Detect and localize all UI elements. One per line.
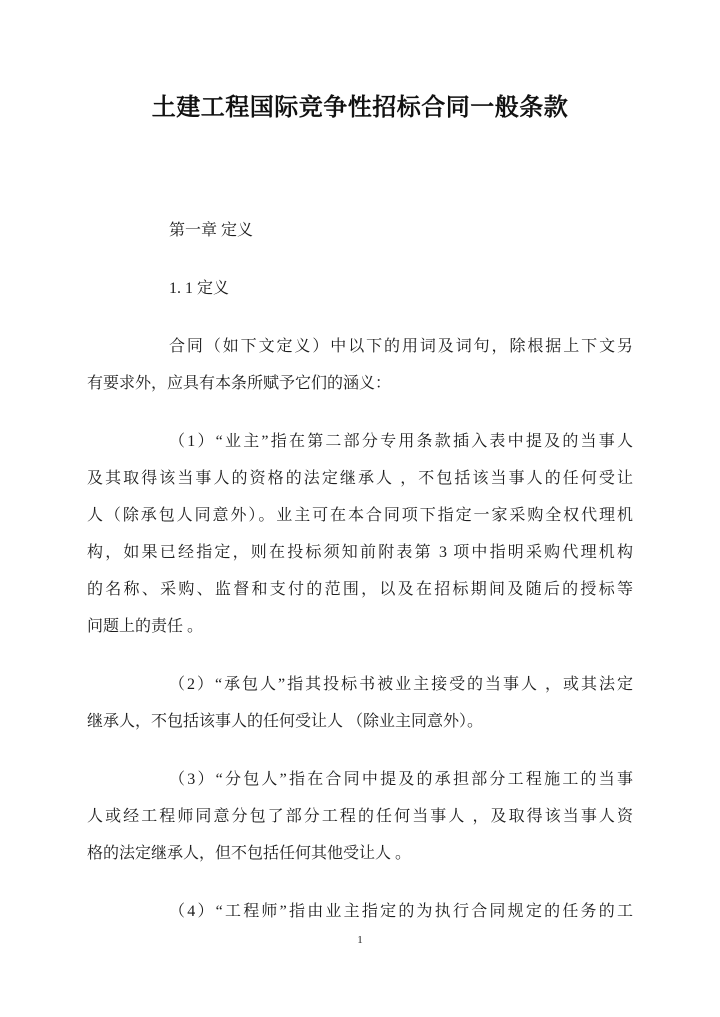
paragraph-definition-subcontractor [87, 761, 633, 872]
paragraph-intro [87, 328, 633, 402]
paragraph-line: 问题上的责任 。 [87, 618, 204, 635]
page-number: 1 [357, 934, 363, 946]
paragraph-line: 有要求外，应具有本条所赋予它们的涵义： [87, 375, 392, 392]
clause-heading: 1. 1 定义 [169, 280, 230, 297]
paragraph-definition-owner [87, 423, 633, 645]
document-body [87, 212, 633, 948]
paragraph-line: 合同（如下文定义）中以下的用词及词句，除根据上下文另 [169, 338, 633, 355]
paragraph-line: 人或经工程师同意分包了部分工程的任何当事人 ，及取得该当事人资 [87, 808, 633, 825]
document-title: 土建工程国际竞争性招标合同一般条款 [151, 94, 569, 121]
paragraph-line: （3）“分包人”指在合同中提及的承担部分工程施工的当事 [169, 771, 633, 788]
paragraph-line: （2）“承包人”指其投标书被业主接受的当事人 ，或其法定 [169, 676, 633, 693]
paragraph-definition-engineer [87, 893, 633, 930]
chapter-heading: 第一章 定义 [169, 222, 254, 239]
paragraph-line: 构，如果已经指定，则在投标须知前附表第 3 项中指明采购代理机构 [87, 544, 633, 561]
paragraph-line: （1）“业主”指在第二部分专用条款插入表中提及的当事人 [169, 433, 633, 450]
paragraph-definition-contractor [87, 666, 633, 740]
paragraph-line: 人（除承包人同意外）。业主可在本合同项下指定一家采购全权代理机 [87, 507, 633, 524]
paragraph-line: 格的法定继承人，但不包括任何其他受让人 。 [87, 845, 412, 862]
paragraph-line: 继承人，不包括该事人的任何受让人 （除业主同意外）。 [87, 713, 484, 730]
paragraph-line: 的名称、采购、监督和支付的范围，以及在招标期间及随后的授标等 [87, 581, 633, 598]
paragraph-line: （4）“工程师”指由业主指定的为执行合同规定的任务的工 [169, 903, 633, 920]
paragraph-line: 及其取得该当事人的资格的法定继承人 ，不包括该当事人的任何受让 [87, 470, 633, 487]
